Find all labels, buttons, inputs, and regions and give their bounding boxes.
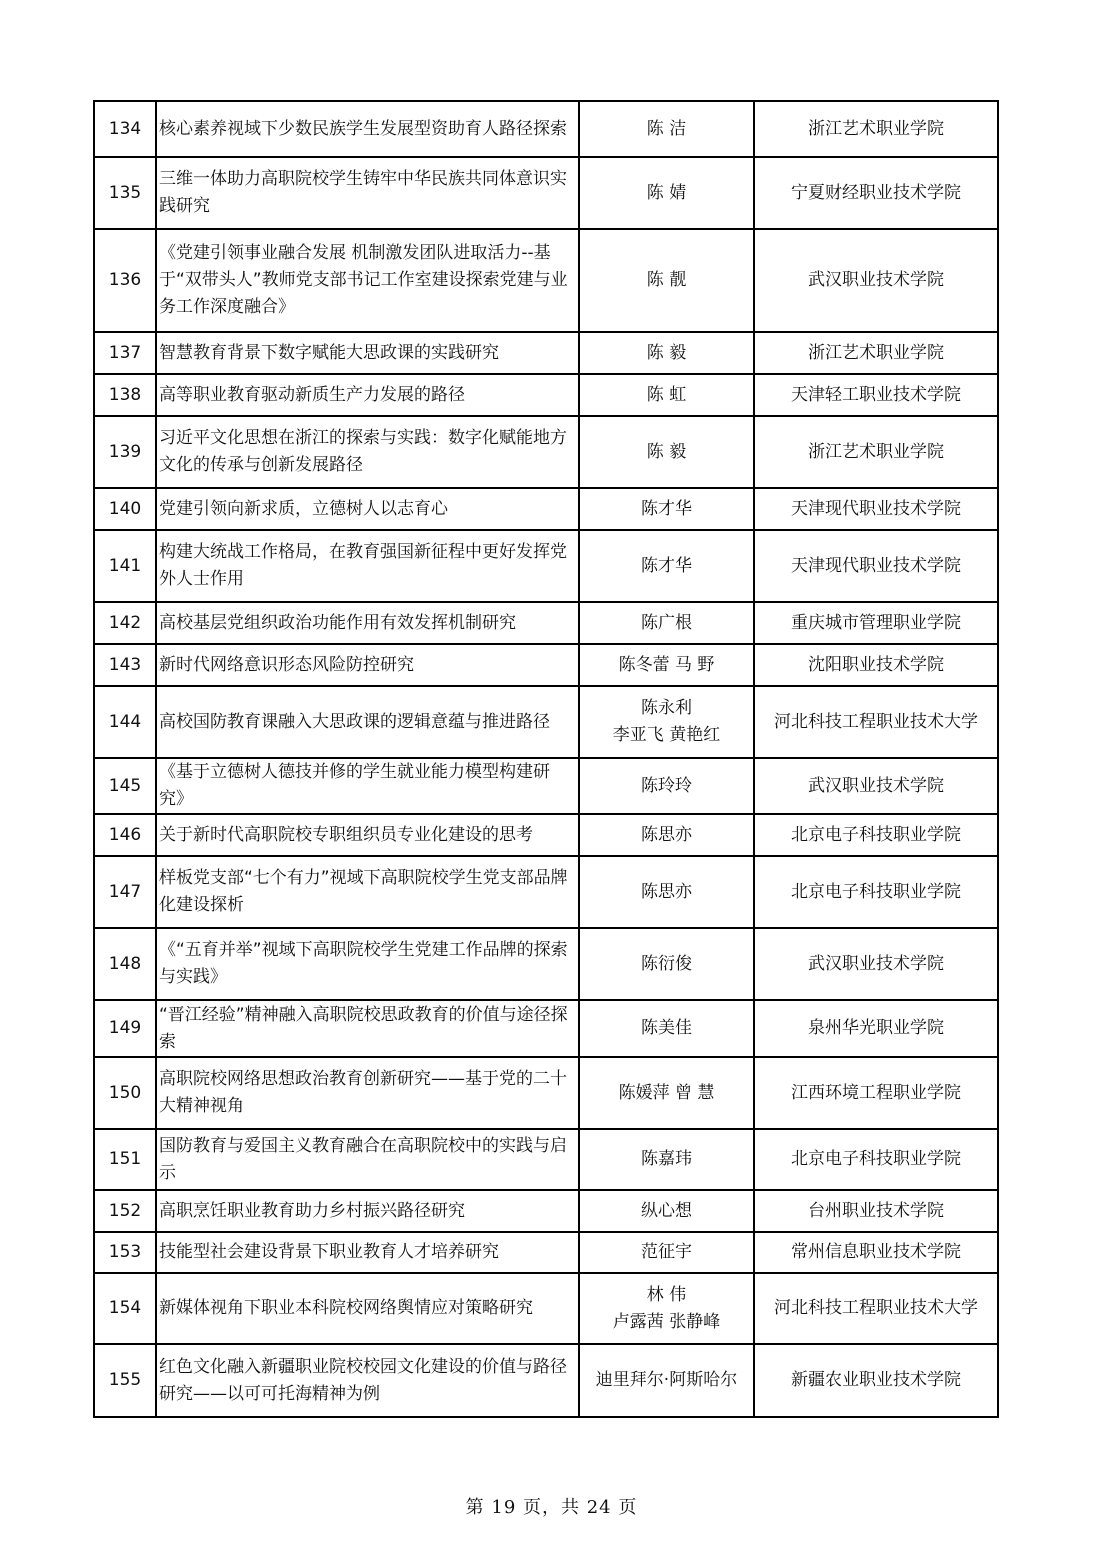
author-name: 陈永利 李亚飞 黄艳红 xyxy=(579,686,754,758)
institution-name: 天津现代职业技术学院 xyxy=(754,488,998,530)
paper-title: 三维一体助力高职院校学生铸牢中华民族共同体意识实践研究 xyxy=(156,157,579,229)
row-number: 151 xyxy=(94,1129,156,1190)
author-name: 陈广根 xyxy=(579,602,754,644)
author-name: 纵心想 xyxy=(579,1190,754,1232)
author-name: 陈嘉玮 xyxy=(579,1129,754,1190)
row-number: 134 xyxy=(94,101,156,157)
paper-title: 红色文化融入新疆职业院校校园文化建设的价值与路径研究——以可可托海精神为例 xyxy=(156,1344,579,1417)
paper-title: 高等职业教育驱动新质生产力发展的路径 xyxy=(156,374,579,416)
paper-title: 高校基层党组织政治功能作用有效发挥机制研究 xyxy=(156,602,579,644)
table-row xyxy=(94,1057,998,1129)
table-row xyxy=(94,856,998,928)
row-number: 149 xyxy=(94,1000,156,1057)
row-number: 147 xyxy=(94,856,156,928)
author-name: 陈媛萍 曾 慧 xyxy=(579,1057,754,1129)
row-number: 148 xyxy=(94,928,156,1000)
institution-name: 武汉职业技术学院 xyxy=(754,758,998,814)
row-number: 139 xyxy=(94,416,156,488)
table-row xyxy=(94,1129,998,1190)
paper-title: 高职院校网络思想政治教育创新研究——基于党的二十大精神视角 xyxy=(156,1057,579,1129)
table-row xyxy=(94,416,998,488)
row-number: 137 xyxy=(94,332,156,374)
institution-name: 宁夏财经职业技术学院 xyxy=(754,157,998,229)
row-number: 146 xyxy=(94,814,156,856)
paper-title: 国防教育与爱国主义教育融合在高职院校中的实践与启示 xyxy=(156,1129,579,1190)
institution-name: 北京电子科技职业学院 xyxy=(754,856,998,928)
paper-title: 核心素养视域下少数民族学生发展型资助育人路径探索 xyxy=(156,101,579,157)
paper-title: 党建引领向新求质，立德树人以志育心 xyxy=(156,488,579,530)
institution-name: 河北科技工程职业技术大学 xyxy=(754,1273,998,1344)
author-name: 迪里拜尔·阿斯哈尔 xyxy=(579,1344,754,1417)
institution-name: 河北科技工程职业技术大学 xyxy=(754,686,998,758)
paper-title: 高校国防教育课融入大思政课的逻辑意蕴与推进路径 xyxy=(156,686,579,758)
institution-name: 天津现代职业技术学院 xyxy=(754,530,998,602)
table-row xyxy=(94,814,998,856)
institution-name: 武汉职业技术学院 xyxy=(754,928,998,1000)
row-number: 142 xyxy=(94,602,156,644)
paper-title: 构建大统战工作格局，在教育强国新征程中更好发挥党外人士作用 xyxy=(156,530,579,602)
institution-name: 新疆农业职业技术学院 xyxy=(754,1344,998,1417)
author-name: 陈思亦 xyxy=(579,856,754,928)
row-number: 136 xyxy=(94,229,156,332)
institution-name: 武汉职业技术学院 xyxy=(754,229,998,332)
author-name: 陈美佳 xyxy=(579,1000,754,1057)
author-name: 陈 毅 xyxy=(579,416,754,488)
paper-title: 《“五育并举”视域下高职院校学生党建工作品牌的探索与实践》 xyxy=(156,928,579,1000)
paper-title: 智慧教育背景下数字赋能大思政课的实践研究 xyxy=(156,332,579,374)
institution-name: 浙江艺术职业学院 xyxy=(754,101,998,157)
row-number: 138 xyxy=(94,374,156,416)
row-number: 144 xyxy=(94,686,156,758)
table-row xyxy=(94,758,998,814)
institution-name: 沈阳职业技术学院 xyxy=(754,644,998,686)
table-row xyxy=(94,488,998,530)
table-body xyxy=(94,101,998,1417)
author-name: 陈 婧 xyxy=(579,157,754,229)
row-number: 135 xyxy=(94,157,156,229)
table-row xyxy=(94,530,998,602)
author-name: 陈 毅 xyxy=(579,332,754,374)
institution-name: 常州信息职业技术学院 xyxy=(754,1232,998,1273)
institution-name: 江西环境工程职业学院 xyxy=(754,1057,998,1129)
author-name: 陈思亦 xyxy=(579,814,754,856)
author-name: 陈 洁 xyxy=(579,101,754,157)
paper-title: 《基于立德树人德技并修的学生就业能力模型构建研究》 xyxy=(156,758,579,814)
row-number: 143 xyxy=(94,644,156,686)
table-row xyxy=(94,229,998,332)
row-number: 140 xyxy=(94,488,156,530)
author-name: 陈才华 xyxy=(579,488,754,530)
paper-title: 新媒体视角下职业本科院校网络舆情应对策略研究 xyxy=(156,1273,579,1344)
row-number: 145 xyxy=(94,758,156,814)
row-number: 152 xyxy=(94,1190,156,1232)
table-row xyxy=(94,1190,998,1232)
author-name: 陈 靓 xyxy=(579,229,754,332)
author-name: 陈 虹 xyxy=(579,374,754,416)
row-number: 153 xyxy=(94,1232,156,1273)
author-name: 范征宇 xyxy=(579,1232,754,1273)
table-row xyxy=(94,1232,998,1273)
row-number: 154 xyxy=(94,1273,156,1344)
author-name: 林 伟 卢露茜 张静峰 xyxy=(579,1273,754,1344)
row-number: 155 xyxy=(94,1344,156,1417)
table-row xyxy=(94,602,998,644)
institution-name: 台州职业技术学院 xyxy=(754,1190,998,1232)
paper-title: 新时代网络意识形态风险防控研究 xyxy=(156,644,579,686)
table-row xyxy=(94,332,998,374)
table-row xyxy=(94,1344,998,1417)
table-row xyxy=(94,157,998,229)
paper-title: 技能型社会建设背景下职业教育人才培养研究 xyxy=(156,1232,579,1273)
table-row xyxy=(94,1000,998,1057)
row-number: 150 xyxy=(94,1057,156,1129)
row-number: 141 xyxy=(94,530,156,602)
table-row xyxy=(94,101,998,157)
author-name: 陈才华 xyxy=(579,530,754,602)
institution-name: 重庆城市管理职业学院 xyxy=(754,602,998,644)
institution-name: 浙江艺术职业学院 xyxy=(754,416,998,488)
table-row xyxy=(94,1273,998,1344)
award-list-table xyxy=(93,100,999,1418)
institution-name: 北京电子科技职业学院 xyxy=(754,814,998,856)
paper-title: 高职烹饪职业教育助力乡村振兴路径研究 xyxy=(156,1190,579,1232)
author-name: 陈衍俊 xyxy=(579,928,754,1000)
table-row xyxy=(94,644,998,686)
institution-name: 泉州华光职业学院 xyxy=(754,1000,998,1057)
paper-title: “晋江经验”精神融入高职院校思政教育的价值与途径探索 xyxy=(156,1000,579,1057)
table-row xyxy=(94,928,998,1000)
page-number: 第 19 页，共 24 页 xyxy=(465,1497,638,1518)
author-name: 陈玲玲 xyxy=(579,758,754,814)
institution-name: 北京电子科技职业学院 xyxy=(754,1129,998,1190)
paper-title: 关于新时代高职院校专职组织员专业化建设的思考 xyxy=(156,814,579,856)
table-row xyxy=(94,686,998,758)
author-name: 陈冬蕾 马 野 xyxy=(579,644,754,686)
institution-name: 浙江艺术职业学院 xyxy=(754,332,998,374)
paper-title: 样板党支部“七个有力”视域下高职院校学生党支部品牌化建设探析 xyxy=(156,856,579,928)
paper-title: 习近平文化思想在浙江的探索与实践：数字化赋能地方文化的传承与创新发展路径 xyxy=(156,416,579,488)
paper-title: 《党建引领事业融合发展 机制激发团队进取活力--基于“双带头人”教师党支部书记工作室建设探索党建与业务工作深度融合》 xyxy=(156,229,579,332)
table-row xyxy=(94,374,998,416)
institution-name: 天津轻工职业技术学院 xyxy=(754,374,998,416)
